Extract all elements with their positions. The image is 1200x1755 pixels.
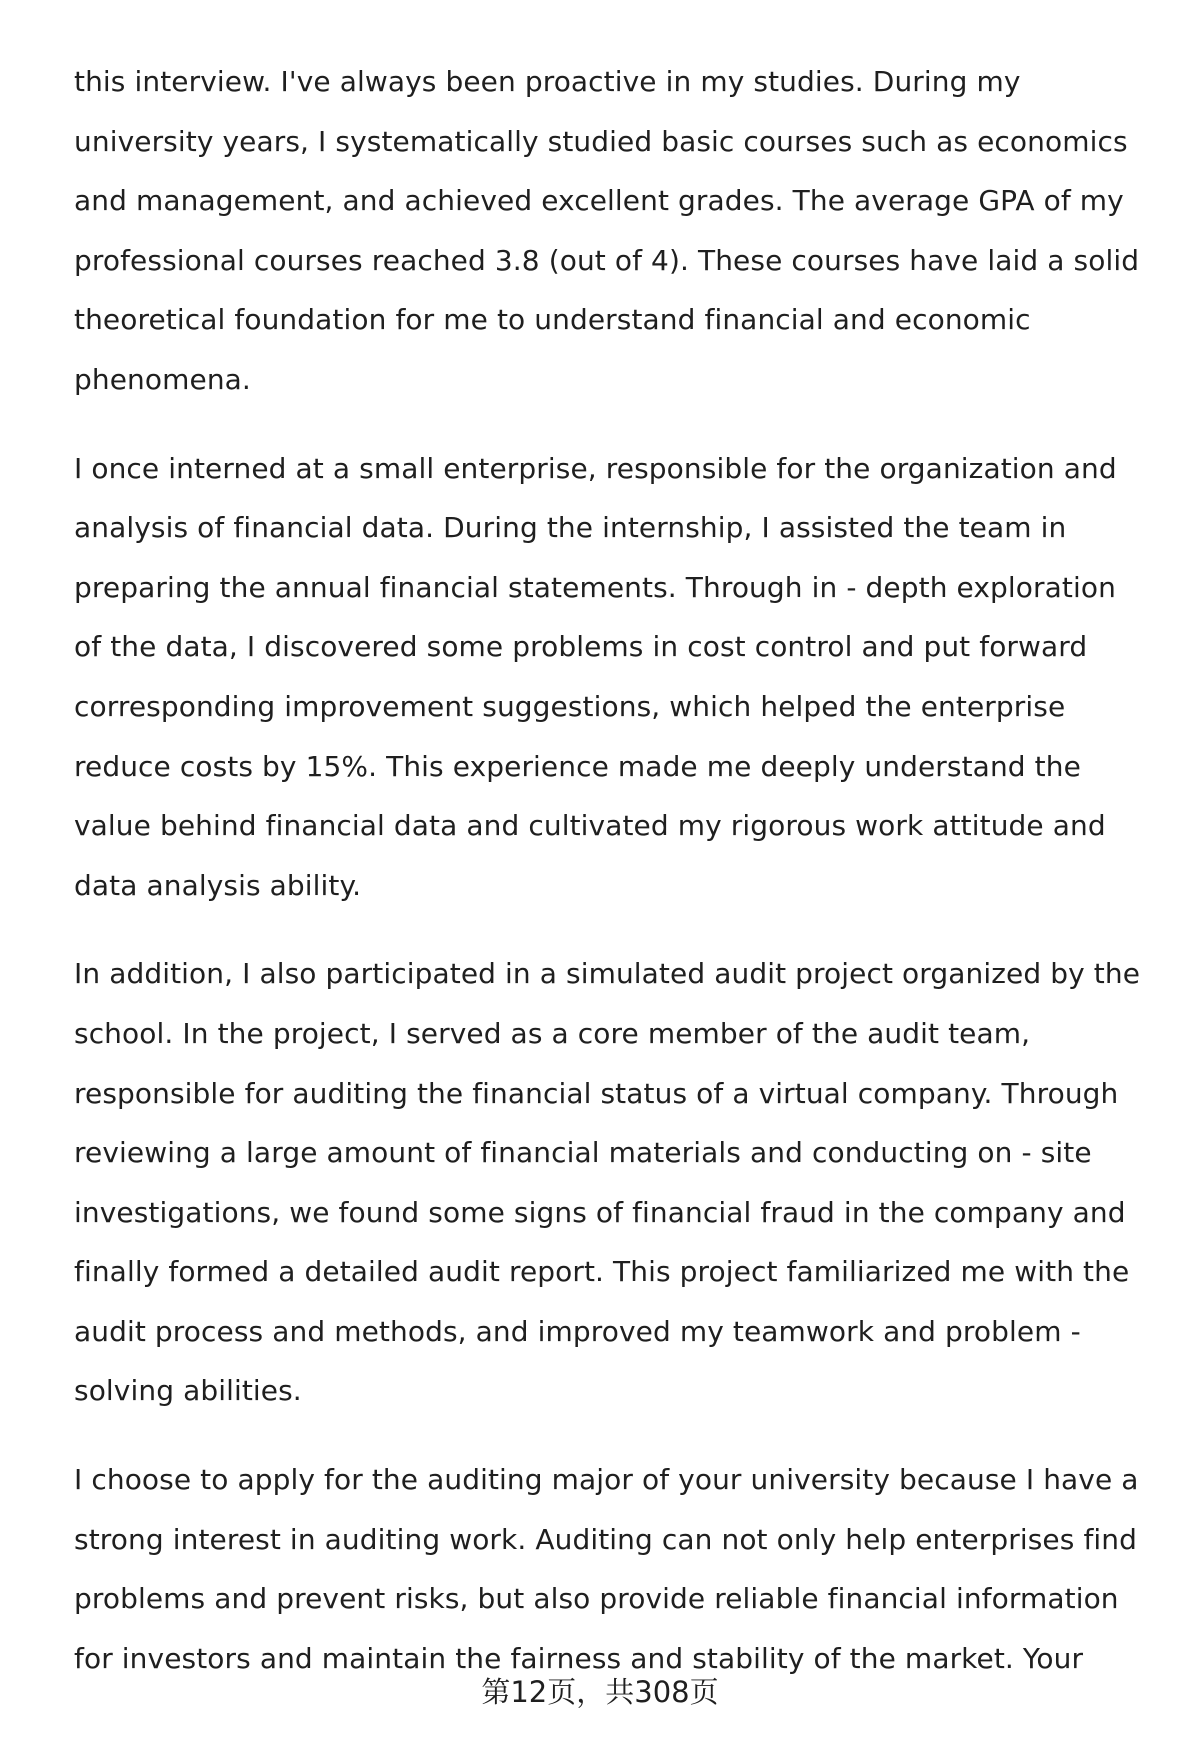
text-line: solving abilities. <box>74 1374 302 1408</box>
document-body <box>74 52 1154 1717</box>
text-line: In addition, I also participated in a simulated audit project organized by the <box>74 957 1141 991</box>
text-line: data analysis ability. <box>74 868 362 902</box>
paragraph-1 <box>74 52 1154 410</box>
text-line: finally formed a detailed audit report. This project familiarized me with the <box>74 1255 1130 1289</box>
page-number-footer: 第12页，共308页 <box>481 1675 719 1709</box>
text-line: strong interest in auditing work. Auditing can not only help enterprises find <box>74 1522 1138 1556</box>
text-line: investigations, we found some signs of financial fraud in the company and <box>74 1195 1126 1229</box>
text-line: phenomena. <box>74 362 251 396</box>
text-line: analysis of financial data. During the internship, I assisted the team in <box>74 511 1067 545</box>
text-line: reduce costs by 15%. This experience made me deeply understand the <box>74 749 1081 783</box>
text-line: this interview. I've always been proactive in my studies. During my <box>74 65 1021 98</box>
text-line: reviewing a large amount of financial materials and conducting on - site <box>74 1136 1092 1170</box>
text-line: university years, I systematically studied basic courses such as economics <box>74 124 1128 158</box>
text-line: problems and prevent risks, but also provide reliable financial information <box>74 1582 1119 1616</box>
text-line: school. In the project, I served as a core member of the audit team, <box>74 1016 1031 1050</box>
paragraph-3 <box>74 944 1154 1421</box>
text-line: and management, and achieved excellent grades. The average GPA of my <box>74 184 1124 218</box>
text-line: responsible for auditing the financial status of a virtual company. Through <box>74 1076 1119 1110</box>
text-line: preparing the annual financial statements. Through in - depth exploration <box>74 570 1116 604</box>
text-line: corresponding improvement suggestions, which helped the enterprise <box>74 689 1066 723</box>
text-line: of the data, I discovered some problems in cost control and put forward <box>74 630 1088 664</box>
text-line: I choose to apply for the auditing major of your university because I have a <box>74 1463 1139 1497</box>
text-line: professional courses reached 3.8 (out of 4). These courses have laid a solid <box>74 243 1140 277</box>
text-line: theoretical foundation for me to understand financial and economic <box>74 303 1031 337</box>
text-line: value behind financial data and cultivated my rigorous work attitude and <box>74 809 1106 843</box>
text-line: audit process and methods, and improved my teamwork and problem - <box>74 1314 1081 1348</box>
text-line: for investors and maintain the fairness and stability of the market. Your <box>74 1641 1084 1675</box>
text-line: I once interned at a small enterprise, responsible for the organization and <box>74 451 1117 485</box>
paragraph-4 <box>74 1450 1154 1688</box>
paragraph-2 <box>74 439 1154 916</box>
